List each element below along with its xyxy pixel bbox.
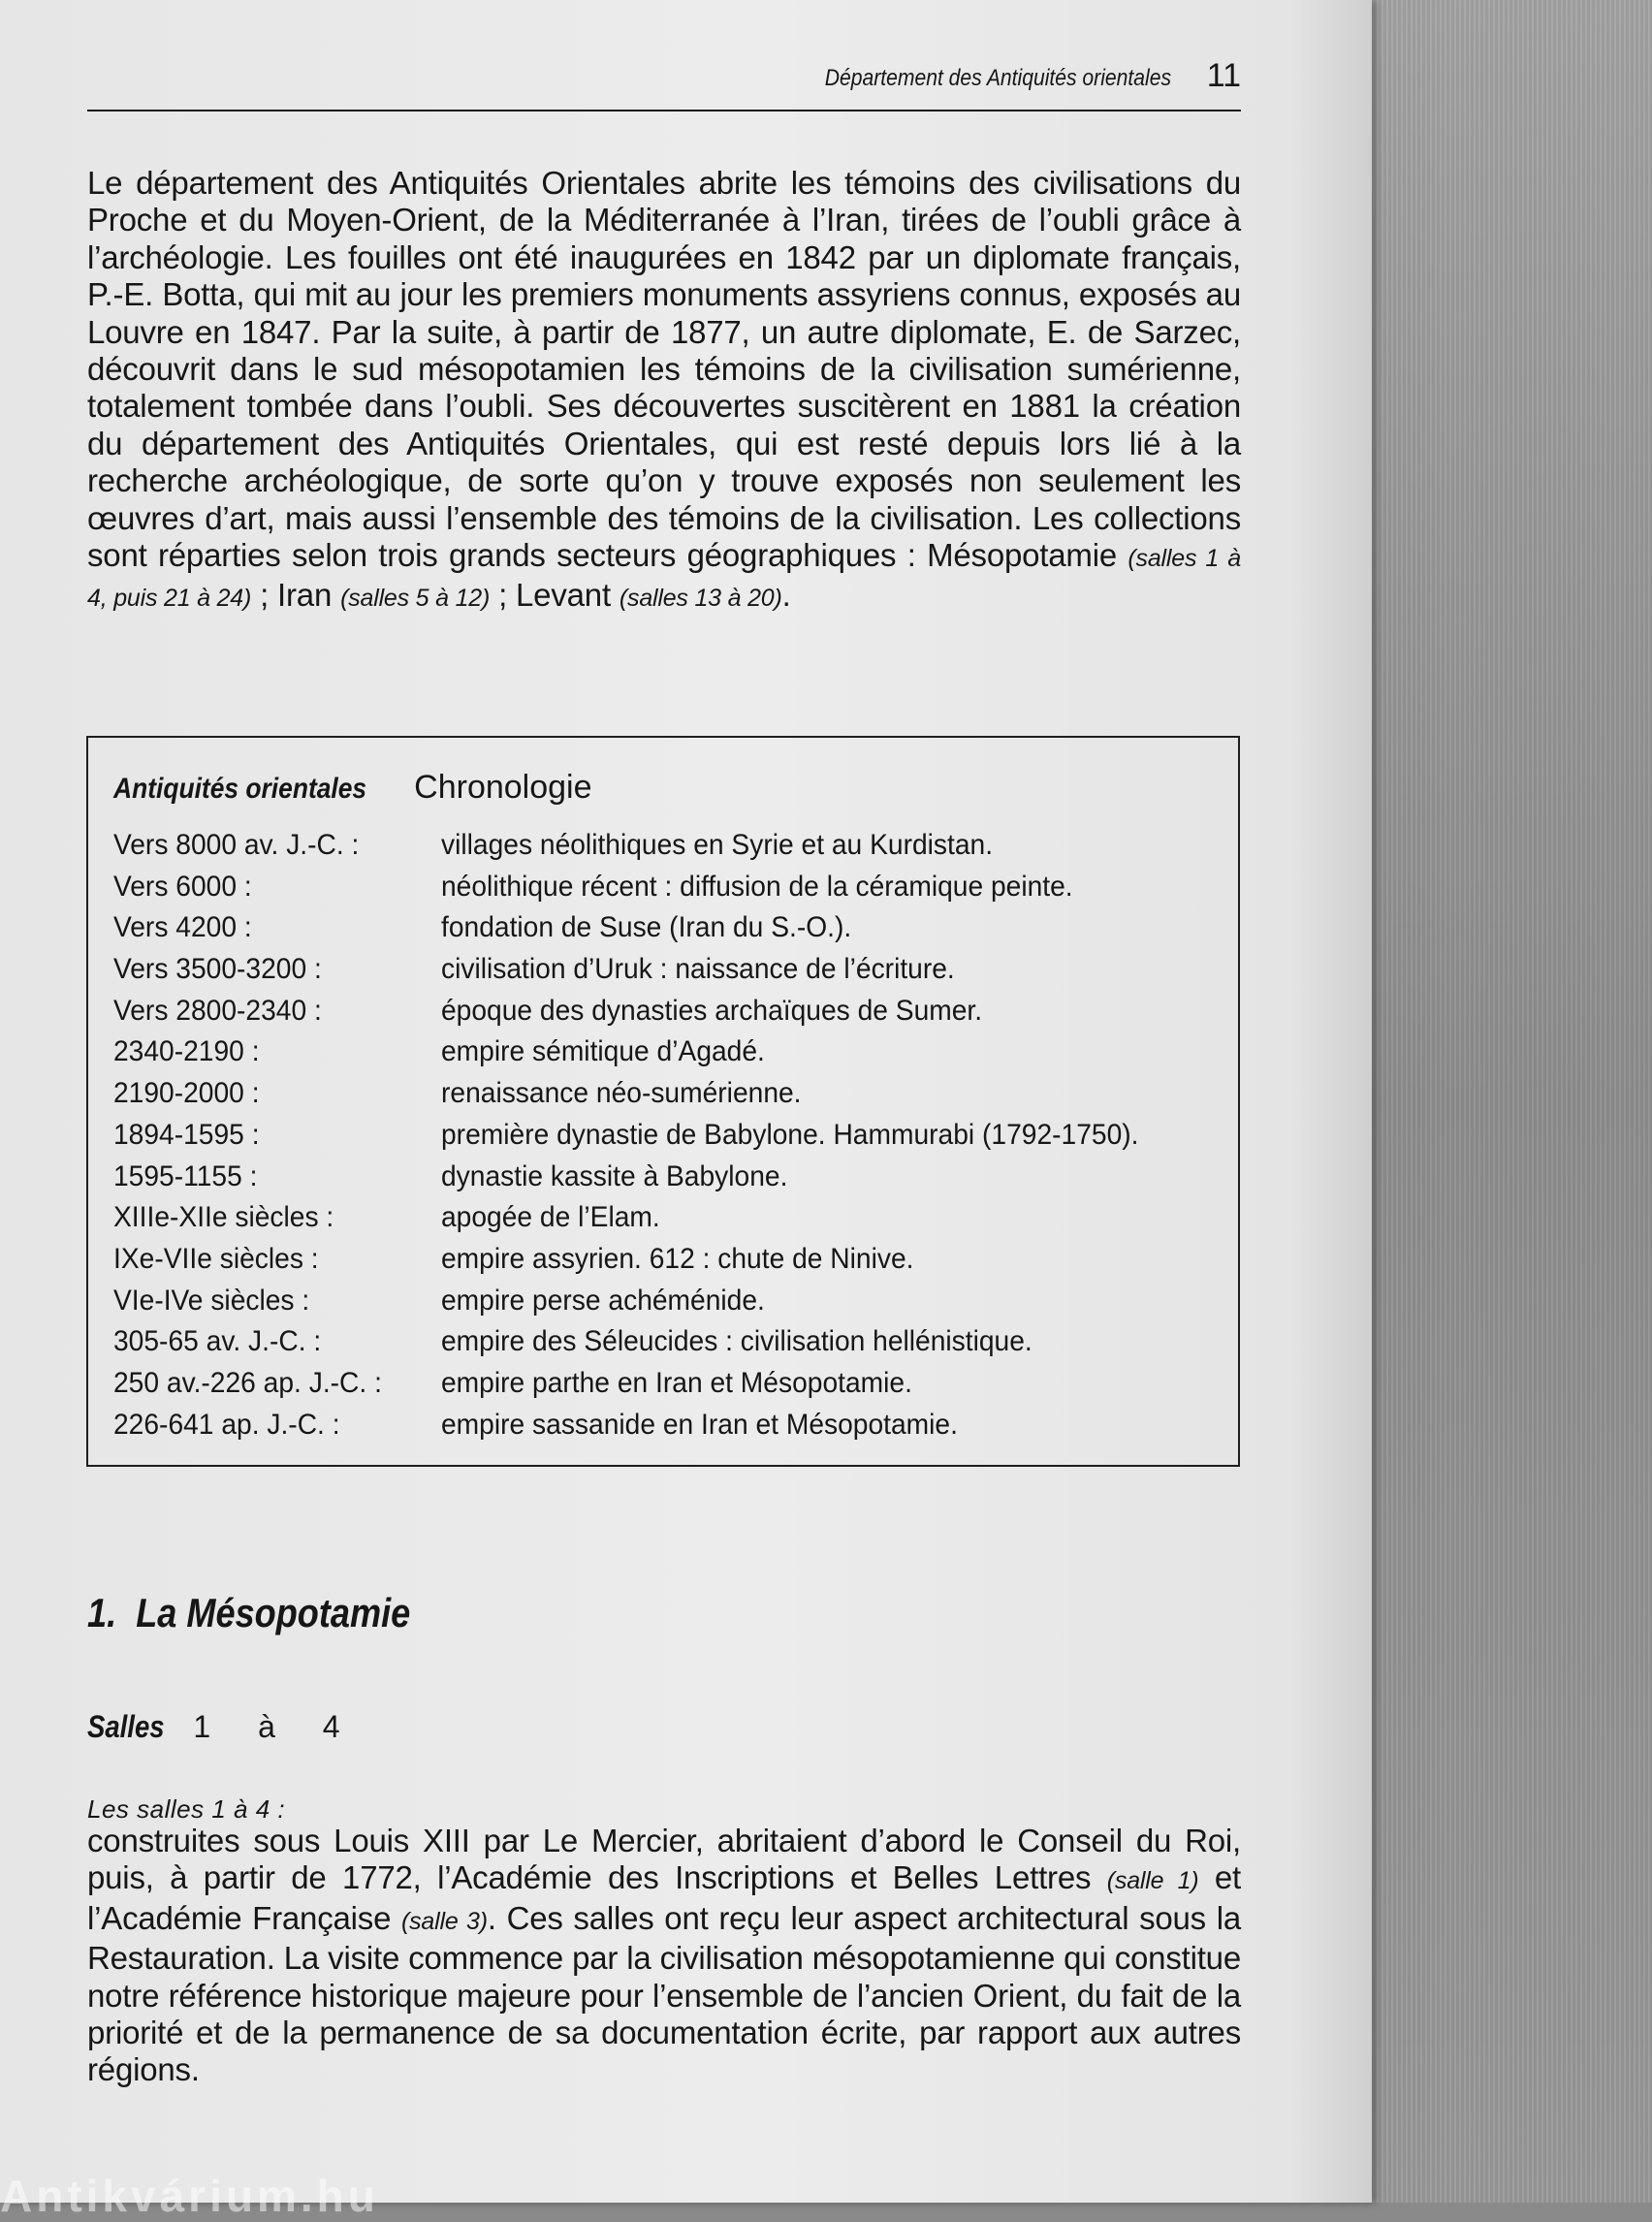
chronology-event: empire perse achéménide. [441,1284,765,1317]
chronology-date: VIe-IVe siècles : [113,1284,310,1317]
rooms-text-a: construites sous Louis XIII par Le Mercier, abritaient d’abord le Conseil du Roi, puis, à partir de 1772, l’Académie des Inscriptions et Belles Lettres [87,1823,1241,1896]
chronology-date: XIIIe-XIIe siècles : [113,1201,334,1234]
chronology-date: 1894-1595 : [113,1118,260,1151]
chronology-row [113,947,1219,989]
chronology-event: apogée de l’Elam. [441,1201,660,1234]
chronology-row [113,1113,1219,1155]
chronology-event: première dynastie de Babylone. Hammurabi (1792-1750). [441,1118,1139,1151]
chronology-date: 2340-2190 : [113,1035,260,1068]
levant-rooms: (salles 13 à 20) [619,585,782,613]
chronology-event: époque des dynasties archaïques de Sumer. [441,994,983,1027]
chronology-box [86,736,1240,1467]
intro-separator-iran: ; Iran [251,577,341,614]
intro-paragraph [87,165,1241,618]
chronology-row [113,1319,1219,1361]
chronology-event: villages néolithiques en Syrie et au Kurdistan. [441,829,994,861]
chronology-date: Vers 3500-3200 : [113,953,322,986]
chronology-date: Vers 6000 : [113,870,252,903]
chronology-row [113,823,1219,865]
watermark: Antikvárium.hu [0,2171,379,2221]
chronology-date: Vers 8000 av. J.-C. : [113,829,360,861]
chronology-event: empire assyrien. 612 : chute de Ninive. [441,1242,914,1275]
page-number: 11 [1206,57,1241,94]
chronology-list [113,823,1219,1444]
intro-separator-levant: ; Levant [490,577,620,614]
chronology-heading-italic: Antiquités orientales [113,773,367,805]
chronology-date: Vers 2800-2340 : [113,994,322,1027]
chronology-heading-text: Chronologie [414,769,592,806]
salle-1-note: (salle 1) [1106,1867,1199,1895]
chronology-row [113,989,1219,1031]
chronology-date: Vers 4200 : [113,911,252,944]
chronology-row [113,1361,1219,1403]
chronology-row [113,905,1219,947]
mesopotamie-rooms: (salles 1 à 4, puis 21 à 24) [87,545,1241,613]
chronology-row [113,1071,1219,1113]
chronology-event: dynastie kassite à Babylone. [441,1159,788,1192]
chronology-date: 226-641 ap. J.-C. : [113,1408,340,1441]
running-header [87,53,1241,111]
chronology-date: 1595-1155 : [113,1159,258,1192]
iran-rooms: (salles 5 à 12) [340,585,491,613]
rooms-paragraph [87,1823,1241,2089]
chronology-row [113,1237,1219,1279]
intro-text: Le département des Antiquités Orientales abrite les témoins des civilisations du Proche et du Moyen-Orient, de la Méditerranée à l’Iran, tirées de l’oubli grâce à l’archéologie. Les fouilles ont été inaugurées en 1842 par un diplomate français, P.-E. Botta, qui mit au jour les premiers monuments assyriens connus, exposés au Louvre en 1847. Par la suite, à partir de 1877, un autre diplomate, E. de Sarzec, découvrit dans le sud mésopotamien les témoins de la civilisation sumérienne, totalement tombée dans l’oubli. Ses découvertes suscitèrent en 1881 la création du département des Antiquités Orientales, qui est resté depuis lors lié à la recherche archéologique, de sorte qu’on y trouve exposés non seulement les œuvres d’art, mais aussi l’ensemble des témoins de la civilisation. Les collections sont réparties selon trois grands secteurs géographiques : Mésopotamie [87,165,1241,574]
chronology-event: empire parthe en Iran et Mésopotamie. [441,1366,912,1399]
chronology-event: renaissance néo-sumérienne. [441,1077,802,1110]
rooms-heading-word: Salles [87,1709,165,1744]
chronology-date: 2190-2000 : [113,1077,260,1110]
chronology-event: fondation de Suse (Iran du S.-O.). [441,911,852,944]
chronology-event: empire sassanide en Iran et Mésopotamie. [441,1408,958,1441]
chronology-date: IXe-VIIe siècles : [113,1242,319,1275]
rooms-text-b: et l’Académie Française [87,1859,1242,1936]
chronology-row [113,1030,1219,1071]
intro-end: . [781,577,791,614]
rooms-text-c: . Ces salles ont reçu leur aspect architectural sous la Restauration. La visite commence par la civilisation mésopotamienne qui constitue notre référence historique majeure pour l’ensemble de l’ancien Orient, du fait de la priorité et de la permanence de sa documentation écrite, par rapport aux autres régions. [87,1899,1241,2088]
chronology-event: empire des Séleucides : civilisation hellénistique. [441,1325,1032,1358]
chronology-row [113,865,1219,906]
chronology-row [113,1195,1219,1237]
section-title [87,1590,410,1636]
rooms-heading [87,1709,360,1745]
chronology-event: empire sémitique d’Agadé. [441,1035,765,1068]
section-title-text: La Mésopotamie [136,1590,411,1635]
salle-3-note: (salle 3) [400,1907,488,1935]
chronology-heading [113,769,592,807]
background-surface [1367,0,1652,2203]
rooms-label: Les salles 1 à 4 : [87,1794,286,1824]
chronology-event: civilisation d’Uruk : naissance de l’écriture. [441,953,955,986]
chronology-date: 250 av.-226 ap. J.-C. : [113,1366,382,1399]
chronology-date: 305-65 av. J.-C. : [113,1325,322,1358]
chronology-event: néolithique récent : diffusion de la céramique peinte. [441,870,1073,903]
running-title: Département des Antiquités orientales [824,65,1171,91]
chronology-row [113,1155,1219,1196]
section-number: 1. [87,1590,117,1635]
chronology-row [113,1279,1219,1320]
rooms-heading-range: 1 à 4 [193,1709,360,1744]
chronology-row [113,1403,1219,1444]
